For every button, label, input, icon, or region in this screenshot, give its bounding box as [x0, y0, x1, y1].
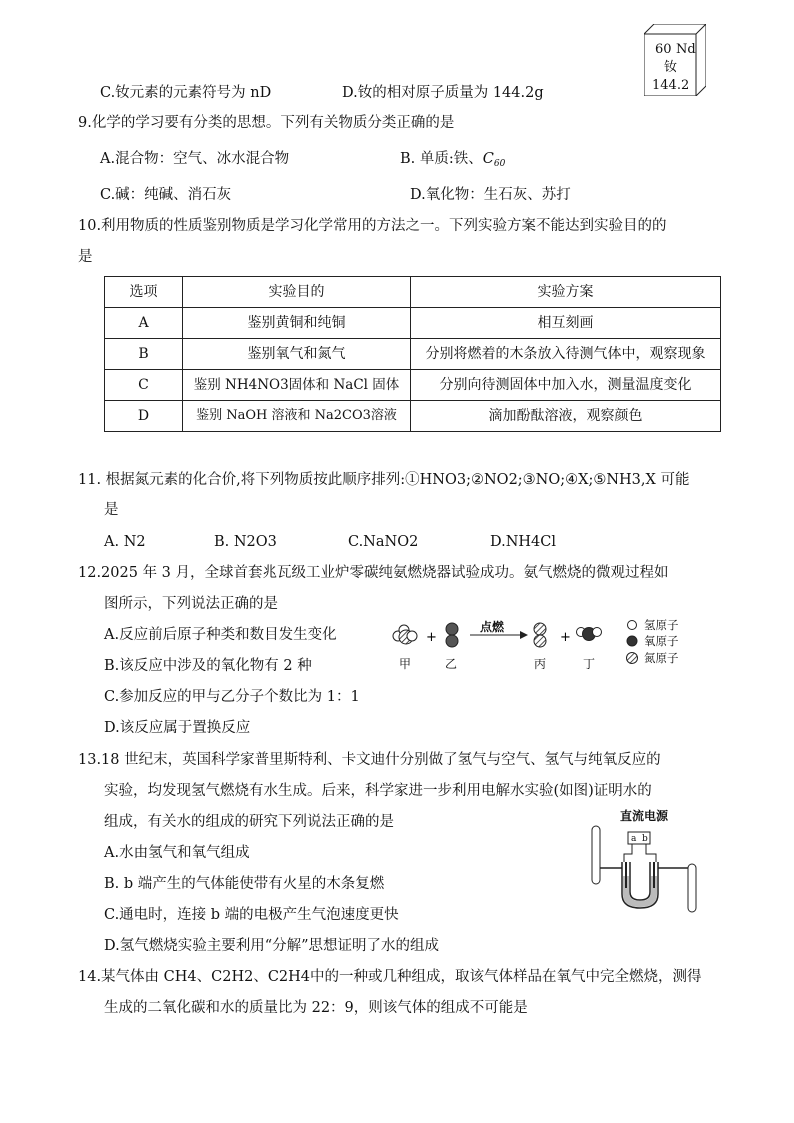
label-bing: 丙 — [534, 657, 547, 671]
q10-stem: 10.利用物质的性质鉴别物质是学习化学常用的方法之一。下列实验方案不能达到实验目的的 — [78, 218, 667, 234]
terminal-b-label: b — [642, 834, 648, 844]
molecule-ammonia — [393, 625, 417, 644]
svg-text:+: + — [560, 630, 571, 645]
experiment-table — [104, 276, 721, 432]
legend-hydrogen: 氢原子 — [644, 618, 679, 632]
q12-option-c: C.参加反应的甲与乙分子个数比为 1：1 — [104, 689, 360, 705]
svg-text:+: + — [426, 630, 437, 645]
row-goal: 鉴别 NH4NO3固体和 NaCl 固体 — [183, 370, 411, 401]
legend-hydrogen-icon — [628, 621, 637, 630]
element-card — [644, 24, 706, 96]
row-option: B — [105, 339, 183, 370]
q12-option-b: B.该反应中涉及的氧化物有 2 种 — [104, 658, 312, 674]
table-row — [105, 401, 721, 432]
label-ding: 丁 — [583, 657, 596, 671]
table-header-row — [105, 277, 721, 308]
q12-stem-cont: 图所示，下列说法正确的是 — [104, 596, 278, 612]
row-plan: 分别将燃着的木条放入待测气体中，观察现象 — [411, 339, 721, 370]
q13-stem-cont: 实验，均发现氢气燃烧有水生成。后来，科学家进一步利用电解水实验(如图)证明水的 — [104, 783, 652, 799]
header-option: 选项 — [105, 277, 183, 308]
terminal-a-label: a — [631, 834, 637, 844]
q11-option-b: B. N2O3 — [214, 534, 277, 550]
row-plan: 滴加酚酞溶液，观察颜色 — [411, 401, 721, 432]
c60-formula: $C_{60}$ — [482, 151, 506, 169]
label-yi: 乙 — [445, 657, 458, 671]
row-option: C — [105, 370, 183, 401]
row-goal: 鉴别黄铜和纯铜 — [183, 308, 411, 339]
row-plan: 相互刻画 — [411, 308, 721, 339]
q14-stem: 14.某气体由 CH4、C2H2、C2H4中的一种或几种组成，取该气体样品在氧气中完全燃烧，测得 — [78, 969, 702, 985]
legend-oxygen: 氧原子 — [644, 634, 679, 648]
q9-option-d: D.氧化物：生石灰、苏打 — [410, 187, 571, 203]
q11-option-a: A. N2 — [104, 534, 146, 550]
element-symbol: Nd — [676, 42, 696, 57]
row-goal: 鉴别 NaOH 溶液和 Na2CO3溶液 — [183, 401, 411, 432]
q9-option-b: B. 单质:铁、$C_{60}$ — [400, 151, 506, 169]
q13-stem-cont2: 组成，有关水的组成的研究下列说法正确的是 — [104, 814, 394, 830]
q8-option-c: C.钕元素的元素符号为 nD — [100, 85, 272, 101]
q9-option-a: A.混合物：空气、冰水混合物 — [100, 151, 290, 167]
element-number: 60 — [655, 42, 672, 57]
legend-nitrogen-icon — [627, 653, 638, 664]
header-plan: 实验方案 — [411, 277, 721, 308]
table-row — [105, 370, 721, 401]
q11-stem-cont: 是 — [104, 502, 119, 518]
electrolysis-apparatus — [584, 806, 714, 916]
element-mass: 144.2 — [652, 78, 690, 93]
q12-option-a: A.反应前后原子种类和数目发生变化 — [104, 627, 337, 643]
legend-nitrogen: 氮原子 — [644, 651, 679, 665]
molecule-nitrogen — [534, 623, 546, 647]
q14-stem-cont: 生成的二氧化碳和水的质量比为 22：9，则该气体的组成不可能是 — [104, 1000, 528, 1016]
row-option: D — [105, 401, 183, 432]
q13-option-c: C.通电时，连接 b 端的电极产生气泡速度更快 — [104, 907, 399, 923]
q9-stem: 9.化学的学习要有分类的思想。下列有关物质分类正确的是 — [78, 115, 455, 131]
q10-stem-cont: 是 — [78, 249, 93, 265]
reaction-diagram — [390, 614, 710, 674]
q11-option-c: C.NaNO2 — [348, 534, 419, 550]
header-goal: 实验目的 — [183, 277, 411, 308]
power-supply-label: 直流电源 — [620, 809, 669, 823]
element-name: 钕 — [664, 60, 678, 75]
q9-option-c: C.碱：纯碱、消石灰 — [100, 187, 232, 203]
molecule-oxygen — [446, 623, 458, 647]
row-plan: 分别向待测固体中加入水，测量温度变化 — [411, 370, 721, 401]
q13-option-a: A.水由氢气和氧气组成 — [104, 845, 250, 861]
legend-oxygen-icon — [627, 636, 637, 646]
label-jia: 甲 — [399, 657, 412, 671]
q11-option-d: D.NH4Cl — [490, 534, 557, 550]
q11-stem: 11. 根据氮元素的化合价,将下列物质按此顺序排列:①HNO3;②NO2;③NO;④X;⑤NH3,X 可能 — [78, 472, 690, 488]
table-row — [105, 308, 721, 339]
q12-option-d: D.该反应属于置换反应 — [104, 720, 251, 736]
q8-option-d: D.钕的相对原子质量为 144.2g — [342, 85, 544, 101]
row-goal: 鉴别氧气和氮气 — [183, 339, 411, 370]
molecule-water — [577, 628, 602, 641]
table-row — [105, 339, 721, 370]
q13-stem: 13.18 世纪末，英国科学家普里斯特利、卡文迪什分别做了氢气与空气、氢气与纯氧反应的 — [78, 752, 661, 768]
q13-option-d: D.氢气燃烧实验主要利用“分解”思想证明了水的组成 — [104, 938, 440, 954]
row-option: A — [105, 308, 183, 339]
q13-option-b: B. b 端产生的气体能使带有火星的木条复燃 — [104, 876, 385, 892]
q12-stem: 12.2025 年 3 月，全球首套兆瓦级工业炉零碳纯氨燃烧器试验成功。氨气燃烧的微观过程如 — [78, 565, 669, 581]
reaction-condition: 点燃 — [480, 620, 505, 634]
